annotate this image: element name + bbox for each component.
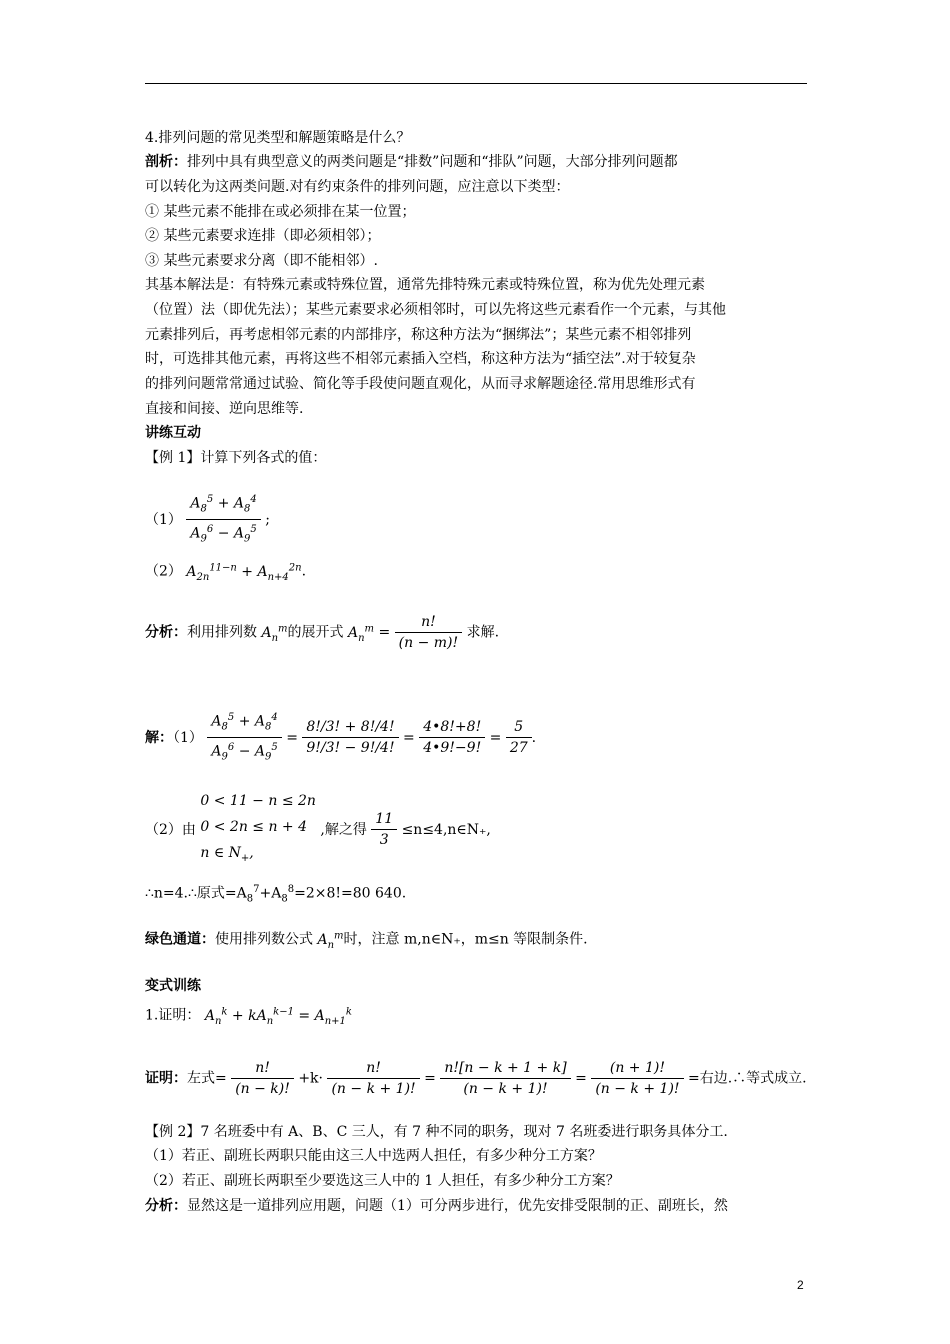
method-line-6: 直接和间接、逆向思维等.: [145, 401, 304, 417]
method-line-3: 元素排列后，再考虑相邻元素的内部排序，称这种方法为“捆绑法”；某些元素不相邻排列: [145, 327, 692, 343]
example-1-title: 【例 1】计算下列各式的值：: [145, 450, 327, 466]
method-line-2: （位置）法（即优先法）；某些元素要求必须相邻时，可以先将这些元素看作一个元素，与其他: [145, 302, 726, 318]
ex1-part2: （2） $A_{2n}^{11-n} + A_{n+4}^{2n}$.: [145, 562, 307, 583]
question-4-title: 4.排列问题的常见类型和解题策略是什么？: [145, 130, 411, 146]
section-practice-heading: 讲练互动: [145, 425, 201, 441]
analysis-line-2: 可以转化为这两类问题.对有约束条件的排列问题，应注意以下类型：: [145, 179, 570, 195]
example-2-analysis: 分析：显然这是一道排列应用题，问题（1）可分两步进行，优先安排受限制的正、副班长，然: [145, 1198, 728, 1214]
conclusion-line: ∴n=4.∴原式$=A_8^7+A_8^8=2\times 8!=80$ 640.: [145, 884, 407, 905]
type-3: ③ 某些元素要求分离（即不能相邻）.: [145, 253, 378, 269]
analysis-line-1: 剖析：排列中具有典型意义的两类问题是“排数”问题和“排队”问题，大部分排列问题都: [145, 154, 678, 170]
ex1-part1: （1） $\frac{A_8^5 + A_8^4}{A_9^6 - A_9^5}$ ;: [145, 490, 270, 550]
variant-1: 1.证明： $A_n^k + kA_n^{k-1} = A_{n+1}^k$: [145, 1006, 352, 1027]
type-2: ② 某些元素要求连排（即必须相邻）；: [145, 228, 381, 244]
header-rule: [145, 83, 807, 84]
solution-2: （2）由 0 < 11 − n ≤ 2n 0 < 2n ≤ n + 4 n ∈ $N_+$, ,解之得 $\frac{11}{3}$ ≤n≤4,n∈N₊,: [145, 793, 491, 864]
example-2-line-2: （1）若正、副班长两职只能由这三人中选两人担任，有多少种分工方案？: [145, 1148, 602, 1164]
type-1: ① 某些元素不能排在或必须排在某一位置；: [145, 204, 416, 220]
solution-1: 解：（1） $\frac{A_8^5 + A_8^4}{A_9^6 - A_9^5}$ = $\frac{8!/3! + 8!/4!}{9!/3! - 9!/4!}$ = $\frac{4•8!+8!}{4•9!-9!}$ = $\frac{5}{27}$ .: [145, 708, 536, 768]
proof-line: 证明：左式= $\frac{n!}{(n - k)!}$ +k· $\frac{n!}{(n - k + 1)!}$ = $\frac{n![n - k + 1 + k]}{(n - k + 1)!}$ = $\frac{(n + 1)!}{(n - k + 1)!}$ =右边.∴等式成立.: [145, 1060, 807, 1097]
method-line-4: 时，可选排其他元素，再将这些不相邻元素插入空档，称这种方法为“插空法”.对于较复杂: [145, 351, 696, 367]
section-variant-heading: 变式训练: [145, 978, 201, 994]
green-channel: 绿色通道：使用排列数公式 $A_n^m$时，注意 m,n∈N₊，m≤n 等限制条件.: [145, 930, 588, 951]
example-2-line-3: （2）若正、副班长两职至少要选这三人中的 1 人担任，有多少种分工方案？: [145, 1173, 620, 1189]
method-line-5: 的排列问题常常通过试验、简化等手段使问题直观化，从而寻求解题途径.常用思维形式有: [145, 376, 696, 392]
ex1-fraction: $\frac{A_8^5 + A_8^4}{A_9^6 - A_9^5}$: [186, 490, 260, 550]
method-line-1: 其基本解法是：有特殊元素或特殊位置，通常先排特殊元素或特殊位置，称为优先处理元素: [145, 277, 705, 293]
example-2-line-1: 【例 2】7 名班委中有 A、B、C 三人，有 7 种不同的职务，现对 7 名班委进行职务具体分工.: [145, 1124, 728, 1140]
ex1-analysis: 分析：利用排列数 $A_n^m$的展开式 $A_n^m$ = $\frac{n!}{(n - m)!}$ 求解.: [145, 614, 500, 651]
page-number: 2: [797, 1278, 804, 1292]
